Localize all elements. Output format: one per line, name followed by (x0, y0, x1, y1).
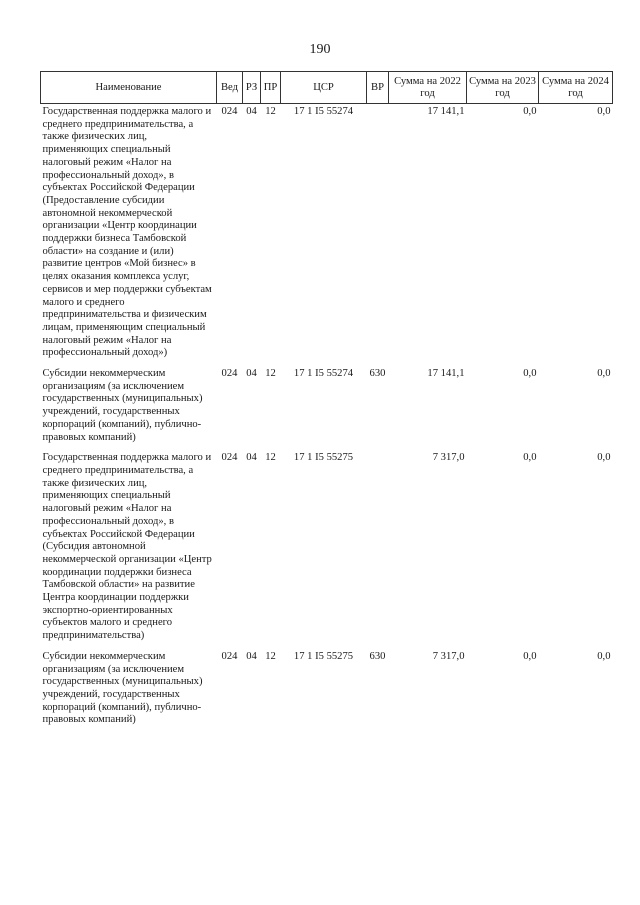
row-rz: 04 (246, 452, 257, 464)
row-vr: 630 (369, 368, 386, 380)
row-name: Субсидии некоммерческим организациям (за исключением государственных (муниципальных) учреждений, государственных корпораций (компаний), публично-правовых компаний) (42, 650, 203, 726)
row-name: Государственная поддержка малого и среднего предпринимательства, а также физических лиц, применяющих специальный налоговый режим «Налог на профессиональный доход», в субъектах Российской Федерации (Субсидия автономной некоммерческой организации «Центр координации поддержки бизнеса Тамбовской области» на развитие Центра координации поддержки экспортно-ориентированных субъектов малого и среднего предпринимательства) (42, 452, 212, 642)
row-name: Субсидии некоммерческим организациям (за исключением государственных (муниципальных) учреждений, государственных корпораций (компаний), публично-правовых компаний) (42, 368, 203, 443)
row-sum-2023: 0,0 (523, 650, 537, 662)
row-sum-2022: 7 317,0 (432, 452, 465, 464)
row-csr: 17 1 I5 55275 (293, 452, 354, 464)
row-sum-2022: 17 141,1 (427, 368, 465, 380)
col-header-sum-2023: Сумма на 2023 год (467, 72, 539, 104)
row-ved: 024 (221, 452, 238, 464)
col-header-csr: ЦСР (281, 72, 367, 104)
row-sum-2022: 7 317,0 (432, 650, 465, 662)
row-name: Государственная поддержка малого и среднего предпринимательства, а также физических лиц, применяющих специальный налоговый режим «Налог на профессиональный доход», в субъектах Российской Федерации (Предоставление субсидии автономной некоммерческой организации «Центр координации поддержки бизнеса Тамбовской области» на создание и (или) развитие центров «Мой бизнес» в целях оказания комплекса услуг, сервисов и мер поддержки субъектам малого и среднего предпринимательства и физическим лицам, применяющим специальный налоговый режим «Налог на профессиональный доход») (42, 106, 212, 359)
row-ved: 024 (221, 368, 238, 380)
row-sum-2024: 0,0 (597, 368, 611, 380)
row-csr: 17 1 I5 55274 (293, 106, 354, 117)
row-sum-2023: 0,0 (523, 452, 537, 464)
col-header-rz: РЗ (243, 72, 261, 104)
table-row (41, 104, 613, 367)
row-sum-2022: 17 141,1 (427, 106, 465, 117)
table-row (41, 649, 613, 733)
row-vr: 630 (369, 650, 386, 662)
col-header-ved: Вед (217, 72, 243, 104)
row-pr: 12 (265, 452, 276, 464)
row-sum-2024: 0,0 (597, 650, 611, 662)
row-ved: 024 (221, 106, 238, 117)
page-number: 190 (309, 42, 331, 57)
row-pr: 12 (265, 650, 276, 662)
table-row (41, 366, 613, 450)
row-rz: 04 (246, 368, 257, 380)
row-vr (367, 450, 389, 649)
row-sum-2024: 0,0 (597, 106, 611, 117)
row-vr (367, 104, 389, 367)
col-header-pr: ПР (261, 72, 281, 104)
row-rz: 04 (246, 106, 257, 117)
row-ved: 024 (221, 650, 238, 662)
row-csr: 17 1 I5 55274 (293, 368, 354, 380)
row-sum-2023: 0,0 (523, 106, 537, 117)
budget-table (40, 71, 613, 733)
row-pr: 12 (265, 368, 276, 380)
col-header-sum-2022: Сумма на 2022 год (389, 72, 467, 104)
table-row (41, 450, 613, 649)
row-pr: 12 (265, 106, 276, 117)
table-header-row (41, 72, 613, 104)
row-sum-2023: 0,0 (523, 368, 537, 380)
col-header-sum-2024: Сумма на 2024 год (539, 72, 613, 104)
col-header-vr: ВР (367, 72, 389, 104)
row-csr: 17 1 I5 55275 (293, 650, 354, 662)
row-sum-2024: 0,0 (597, 452, 611, 464)
col-header-name: Наименование (41, 72, 217, 104)
row-rz: 04 (246, 650, 257, 662)
